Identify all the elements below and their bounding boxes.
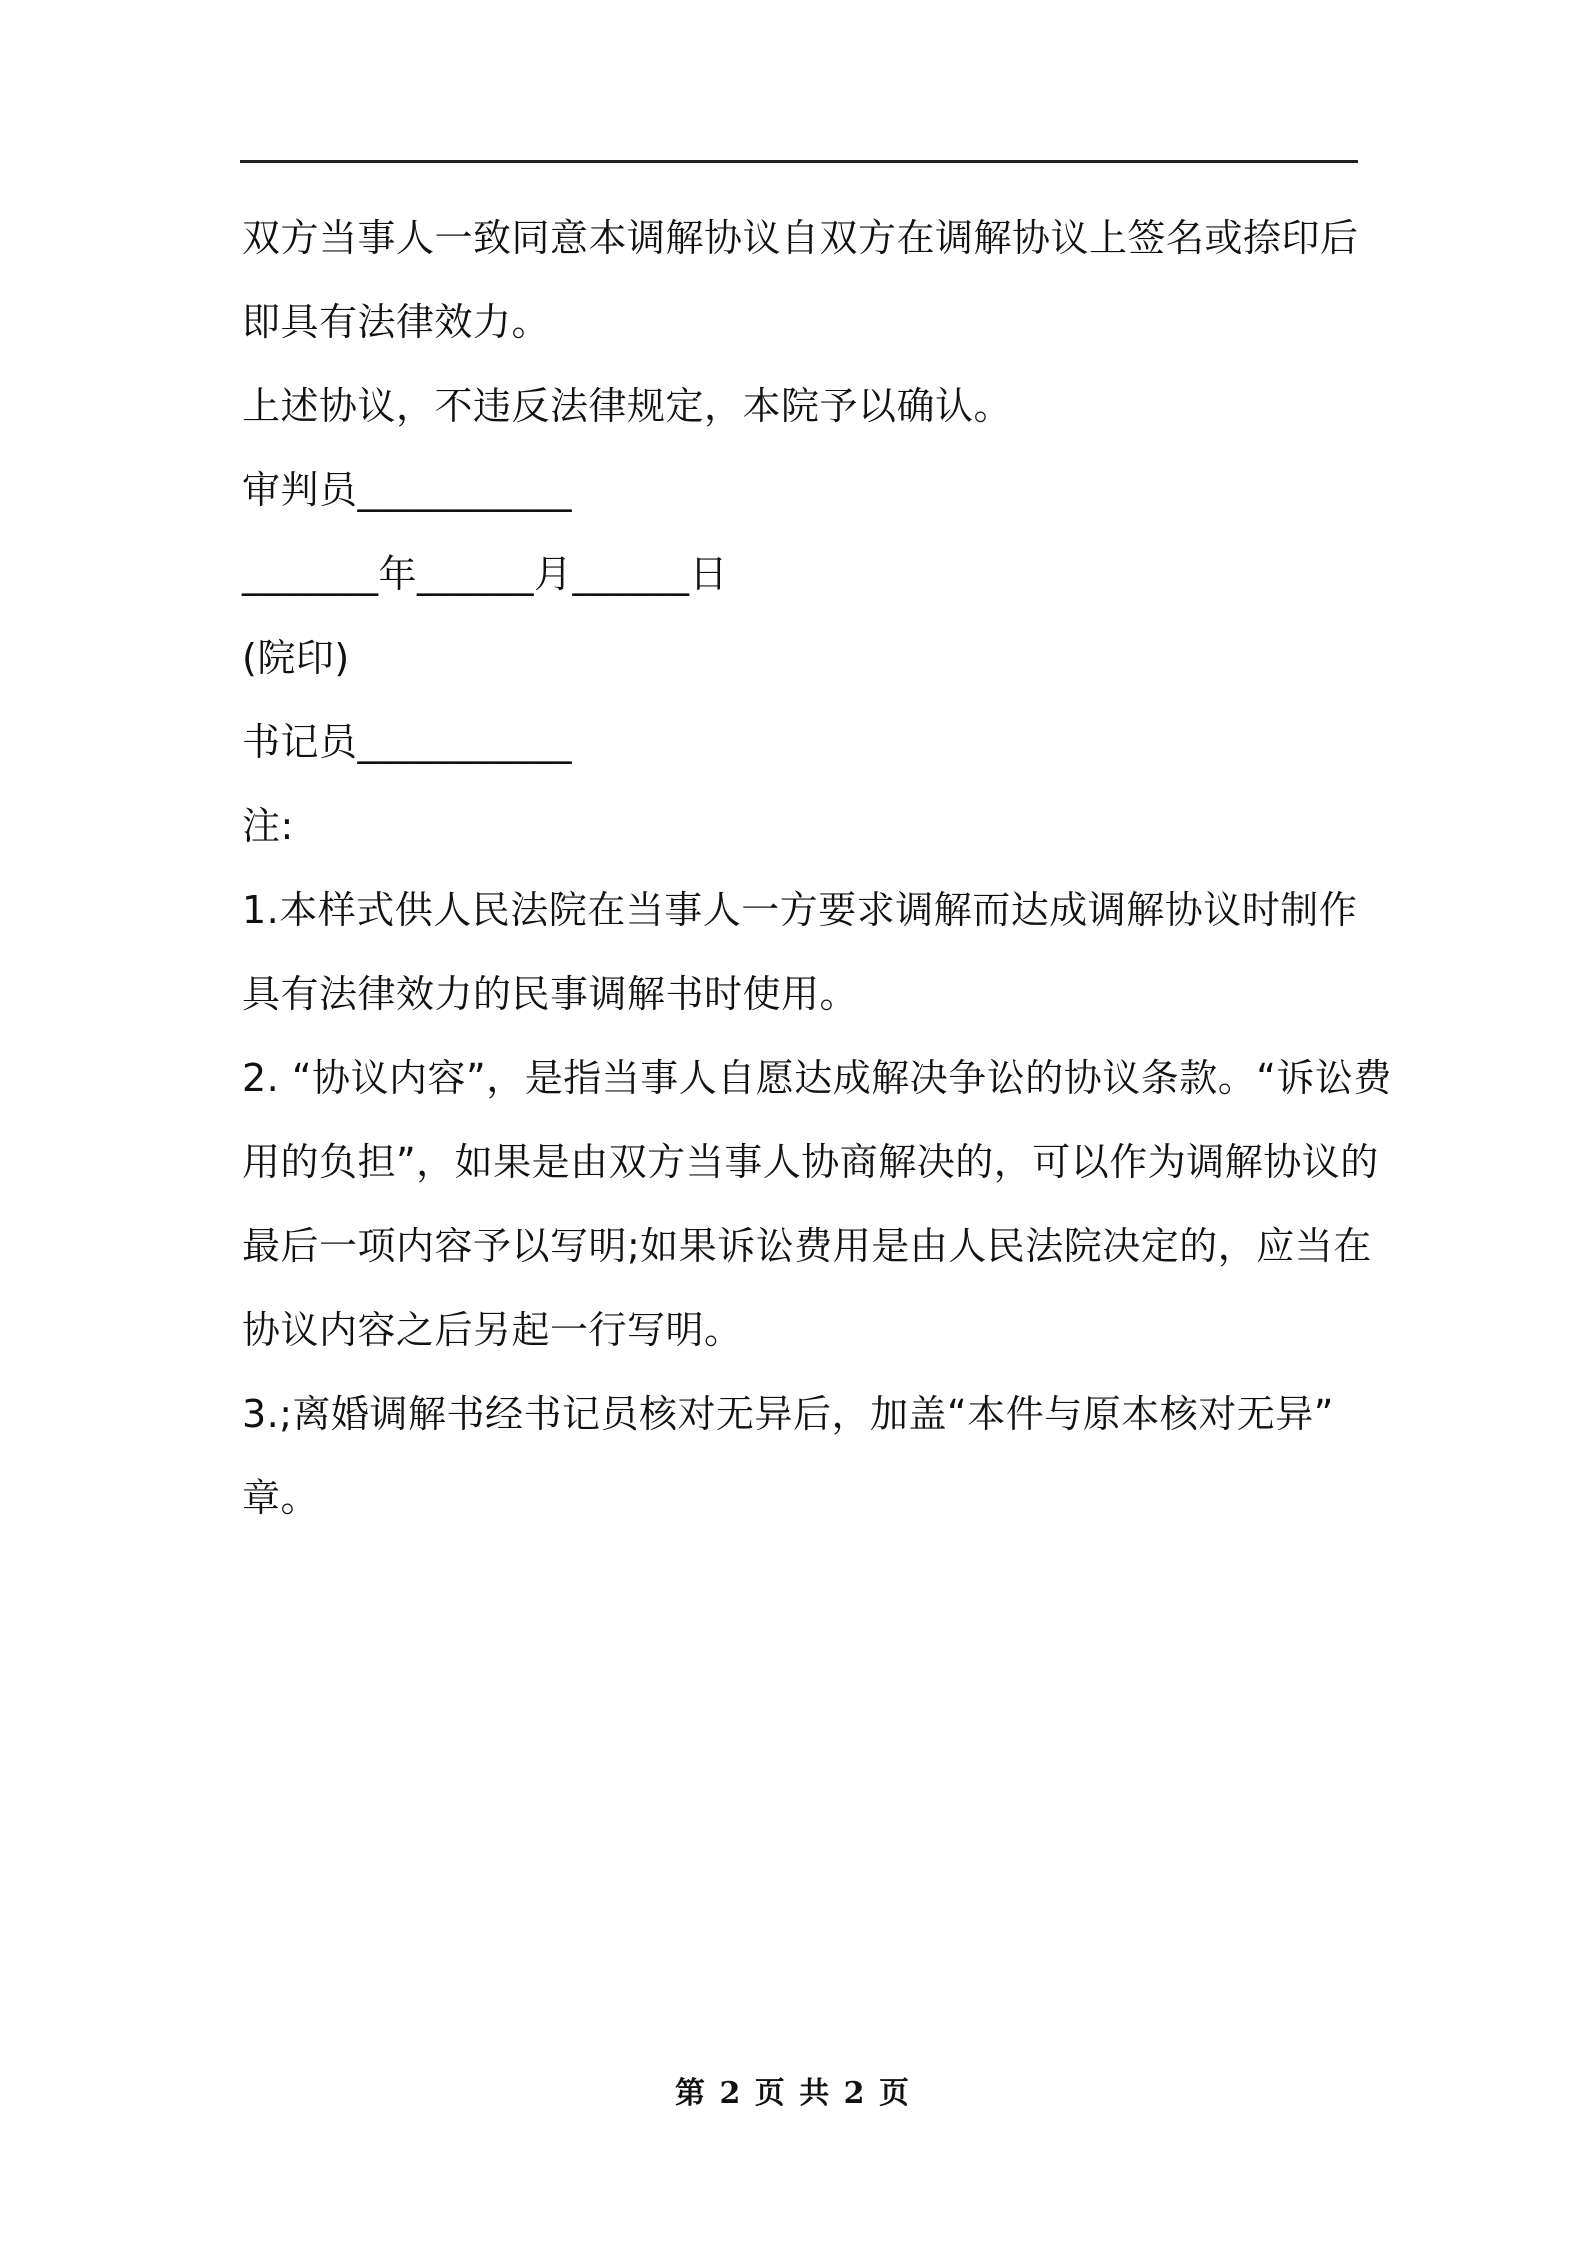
note-line: 协议内容之后另起一行写明。 xyxy=(242,1308,743,1352)
header-rule xyxy=(240,160,1358,163)
note-line: 2. “协议内容”，是指当事人自愿达成解决争讼的协议条款。“诉讼费 xyxy=(242,1056,1392,1100)
document-body xyxy=(242,196,1392,1540)
paragraph-line: 即具有法律效力。 xyxy=(242,300,551,344)
judge-signature-line: 审判员___________ xyxy=(242,468,573,512)
note-line: 用的负担”，如果是由双方当事人协商解决的，可以作为调解协议的 xyxy=(242,1140,1379,1184)
note-line: 具有法律效力的民事调解书时使用。 xyxy=(242,972,859,1016)
date-line: _______年______月______日 xyxy=(242,552,729,596)
page-number: 第 2 页 共 2 页 xyxy=(675,2076,911,2111)
note-heading: 注: xyxy=(242,804,294,848)
paragraph-line: 上述协议，不违反法律规定，本院予以确认。 xyxy=(242,384,1013,428)
note-line: 1.本样式供人民法院在当事人一方要求调解而达成调解协议时制作 xyxy=(242,888,1358,932)
note-line: 最后一项内容予以写明;如果诉讼费用是由人民法院决定的，应当在 xyxy=(242,1224,1372,1268)
clerk-signature-line: 书记员___________ xyxy=(242,720,573,764)
note-line: 3.;离婚调解书经书记员核对无异后，加盖“本件与原本核对无异” xyxy=(242,1392,1334,1436)
court-seal-line: (院印) xyxy=(242,636,350,680)
paragraph-line: 双方当事人一致同意本调解协议自双方在调解协议上签名或捺印后 xyxy=(242,216,1359,260)
note-line: 章。 xyxy=(242,1476,320,1520)
